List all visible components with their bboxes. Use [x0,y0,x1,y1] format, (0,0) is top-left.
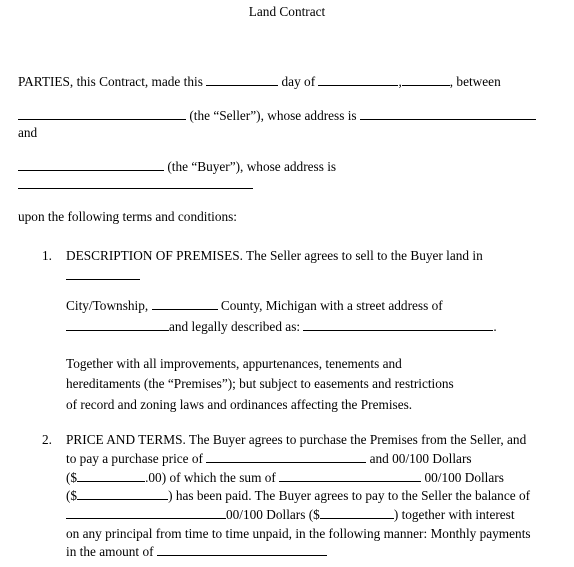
city-label: City/Township, [66,298,152,313]
document-title: Land Contract [248,4,326,19]
paid-dollar-sign: ($ [66,488,78,503]
monthly-amount-line [66,544,327,560]
date-year-blank[interactable] [402,74,450,86]
buyer-label: (the “Buyer”), whose address is [164,159,337,174]
section-1-heading: DESCRIPTION OF PREMISES. The Seller agrees to sell to the Buyer land in [66,248,483,263]
legal-line [66,319,497,335]
monthly-amount-blank[interactable] [157,544,327,556]
together-line-1: Together with all improvements, appurtenances, tenements and [66,356,402,371]
county-blank[interactable] [152,298,218,310]
seller-line [18,108,536,124]
down-payment-amount-blank[interactable] [77,488,168,500]
balance-amount-blank[interactable] [320,507,394,519]
balance-dollars-label: 00/100 Dollars ($ [226,507,320,522]
parties-text-b: day of [278,74,319,89]
payment-manner-line: on any principal from time to time unpaid, in the following manner: Monthly payments [66,526,531,541]
seller-label: (the “Seller”), whose address is [186,108,357,123]
county-label: County, Michigan with a street address of [217,298,443,313]
parties-line-1 [18,74,501,90]
sum-label: .00) of which the sum of [145,470,280,485]
price-label: to pay a purchase price of [66,451,207,466]
balance-words-blank[interactable] [66,507,226,519]
parties-text-d: , between [449,74,501,89]
paid-line [66,488,530,504]
and-text: and [18,125,38,140]
land-location-blank[interactable] [66,279,140,280]
legal-period: . [493,319,497,334]
terms-intro: upon the following terms and conditions: [18,209,238,224]
date-day-blank[interactable] [206,74,278,86]
section-2-number: 2. [42,432,52,447]
street-address-blank[interactable] [66,319,169,331]
price-dollars-label: and 00/100 Dollars [366,451,472,466]
date-month-blank[interactable] [318,74,398,86]
together-line-3: of record and zoning laws and ordinances affecting the Premises. [66,397,413,412]
purchase-price-amount-blank[interactable] [77,470,145,482]
seller-address-blank[interactable] [360,108,536,120]
legal-description-blank[interactable] [303,319,493,331]
buyer-line [18,159,336,175]
balance-label: ) has been paid. The Buyer agrees to pay to the Seller the balance of [168,488,531,503]
parties-text-c: , [398,74,402,89]
city-line [66,298,443,314]
price-line [66,451,472,467]
together-line-2: hereditaments (the “Premises”); but subject to easements and restrictions [66,376,454,391]
balance-line [66,507,515,523]
monthly-amount-label: in the amount of [66,544,154,559]
down-payment-words-blank[interactable] [279,470,421,482]
interest-label: ) together with interest [393,507,515,522]
seller-name-blank[interactable] [18,108,186,120]
section-2-heading: PRICE AND TERMS. The Buyer agrees to purchase the Premises from the Seller, and [66,432,527,447]
purchase-price-words-blank[interactable] [206,451,366,463]
price-amount-line [66,470,504,486]
section-1-number: 1. [42,248,52,263]
buyer-name-blank[interactable] [18,159,164,171]
down-payment-dollars-label: 00/100 Dollars [421,470,504,485]
parties-text-a: PARTIES, this Contract, made this [18,74,207,89]
buyer-address-blank[interactable] [18,188,253,189]
legal-label: and legally described as: [169,319,304,334]
price-dollar-sign: ($ [66,470,78,485]
